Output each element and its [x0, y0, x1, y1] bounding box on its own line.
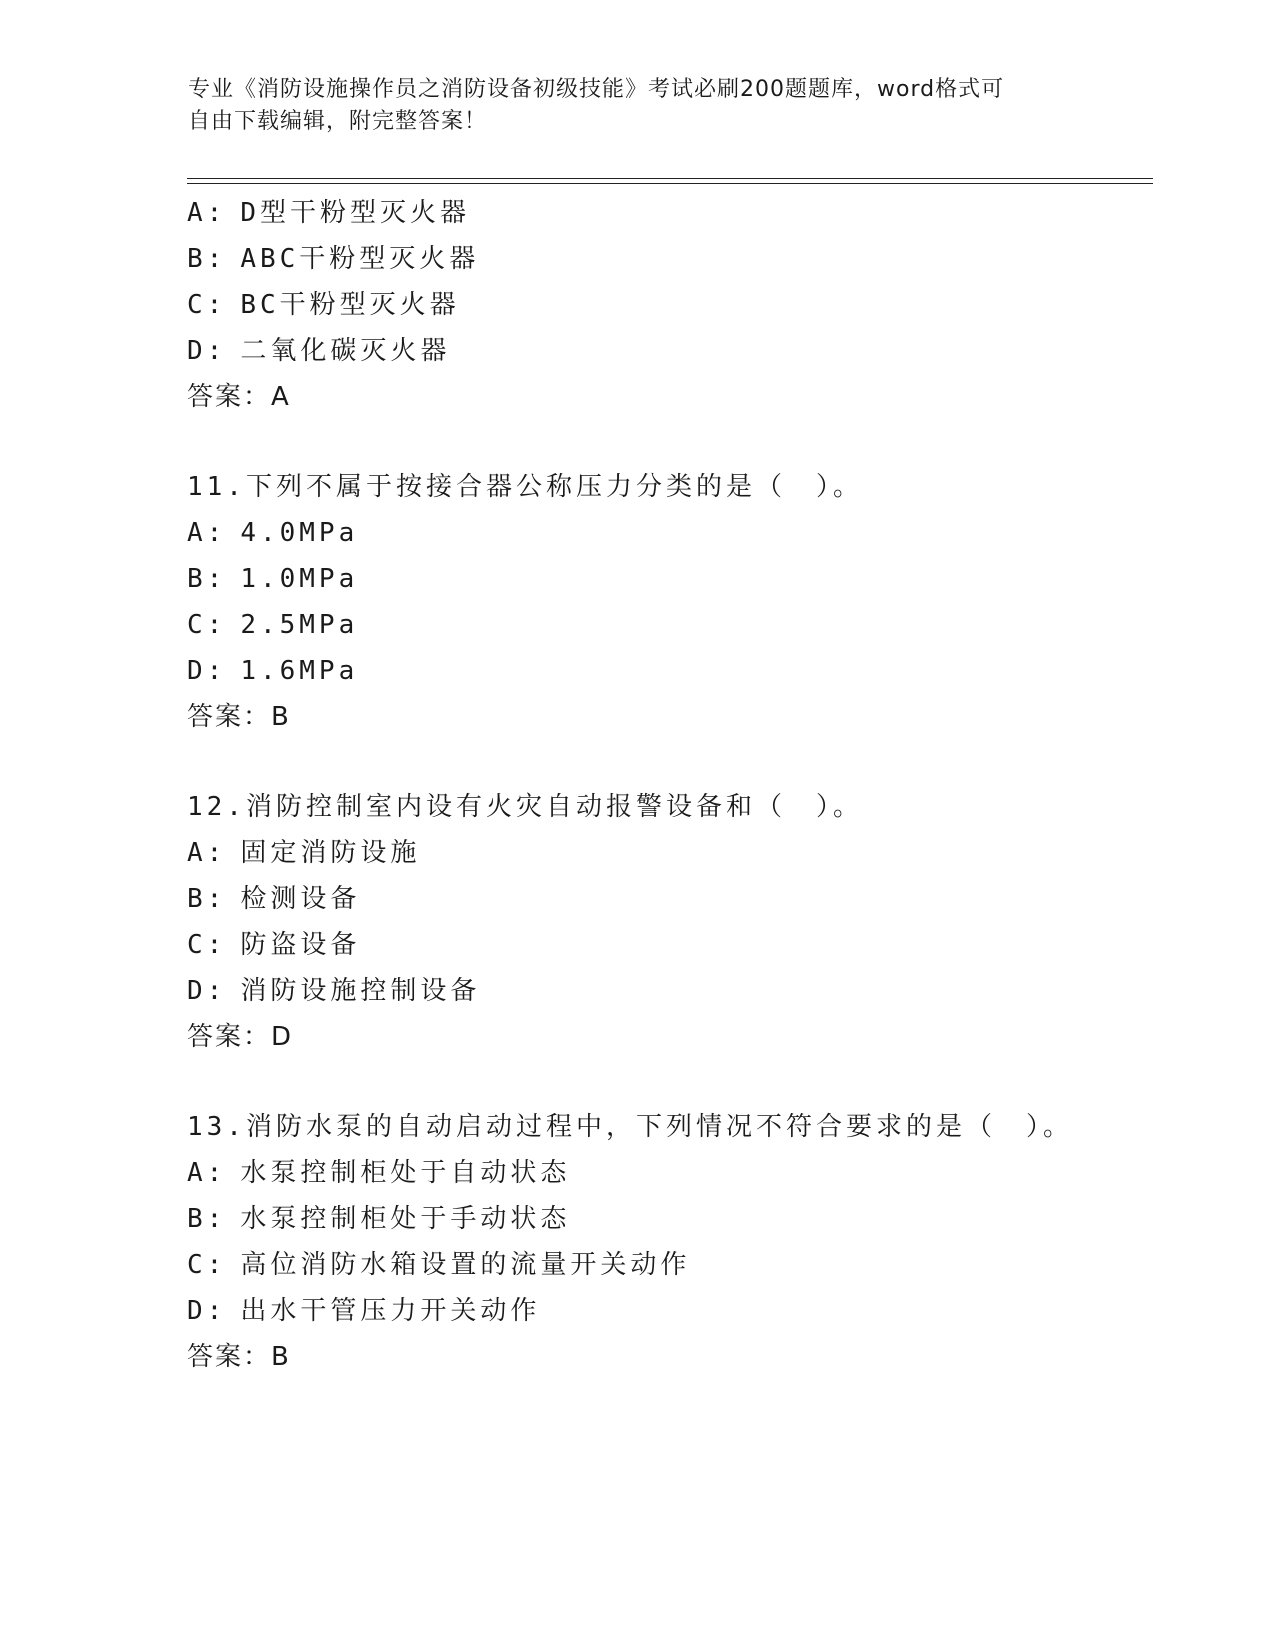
header-divider-bottom: [187, 183, 1153, 184]
option-b: [187, 556, 1167, 602]
option-text: 水泵控制柜处于自动状态: [240, 1158, 571, 1188]
header-line-2: 自由下载编辑，附完整答案！: [188, 109, 488, 134]
option-text: 二氧化碳灭火器: [240, 336, 451, 366]
question-partial: [187, 190, 1167, 420]
spacer: [187, 1060, 1167, 1104]
option-letter: C:: [187, 1250, 227, 1280]
option-text: 消防设施控制设备: [240, 976, 481, 1006]
option-letter: B:: [187, 884, 227, 914]
spacer: [187, 420, 1167, 464]
option-text: 2.5MPa: [240, 610, 359, 640]
question-stem: 11.下列不属于按接合器公称压力分类的是（ ）。: [187, 472, 863, 502]
question-list: [187, 190, 1167, 1380]
option-a: [187, 190, 1167, 236]
option-letter: C:: [187, 930, 227, 960]
document-header: [188, 74, 1088, 138]
question-stem: 12.消防控制室内设有火灾自动报警设备和（ ）。: [187, 792, 863, 822]
option-text: 1.0MPa: [240, 564, 359, 594]
option-c: [187, 922, 1167, 968]
option-text: ABC干粉型灭火器: [240, 244, 480, 274]
option-text: 1.6MPa: [240, 656, 359, 686]
option-text: 出水干管压力开关动作: [240, 1296, 541, 1326]
option-a: [187, 1150, 1167, 1196]
option-b: [187, 236, 1167, 282]
option-letter: B:: [187, 564, 227, 594]
option-letter: A:: [187, 1158, 227, 1188]
option-letter: D:: [187, 1296, 227, 1326]
option-d: [187, 968, 1167, 1014]
answer-line: 答案：A: [187, 382, 291, 412]
option-letter: A:: [187, 198, 227, 228]
option-d: [187, 648, 1167, 694]
header-divider-top: [187, 178, 1153, 179]
question-12: [187, 784, 1167, 1060]
option-text: D型干粉型灭火器: [240, 198, 470, 228]
option-letter: A:: [187, 518, 227, 548]
option-text: 4.0MPa: [240, 518, 359, 548]
option-text: 固定消防设施: [240, 838, 421, 868]
option-text: BC干粉型灭火器: [240, 290, 460, 320]
option-c: [187, 1242, 1167, 1288]
option-c: [187, 602, 1167, 648]
option-text: 防盗设备: [240, 930, 361, 960]
option-letter: D:: [187, 656, 227, 686]
option-letter: D:: [187, 336, 227, 366]
option-b: [187, 876, 1167, 922]
option-letter: C:: [187, 610, 227, 640]
option-a: [187, 510, 1167, 556]
option-letter: C:: [187, 290, 227, 320]
option-letter: D:: [187, 976, 227, 1006]
answer-line: 答案：B: [187, 1342, 291, 1372]
question-11: [187, 464, 1167, 740]
option-text: 高位消防水箱设置的流量开关动作: [240, 1250, 691, 1280]
option-b: [187, 1196, 1167, 1242]
option-c: [187, 282, 1167, 328]
header-line-1: 专业《消防设施操作员之消防设备初级技能》考试必刷200题题库，word格式可: [188, 77, 1005, 102]
option-letter: B:: [187, 1204, 227, 1234]
option-d: [187, 328, 1167, 374]
option-a: [187, 830, 1167, 876]
option-letter: A:: [187, 838, 227, 868]
option-text: 检测设备: [240, 884, 361, 914]
question-13: [187, 1104, 1167, 1380]
question-stem: 13.消防水泵的自动启动过程中，下列情况不符合要求的是（ ）。: [187, 1112, 1073, 1142]
option-d: [187, 1288, 1167, 1334]
answer-line: 答案：B: [187, 702, 291, 732]
spacer: [187, 740, 1167, 784]
option-letter: B:: [187, 244, 227, 274]
answer-line: 答案：D: [187, 1022, 294, 1052]
option-text: 水泵控制柜处于手动状态: [240, 1204, 571, 1234]
